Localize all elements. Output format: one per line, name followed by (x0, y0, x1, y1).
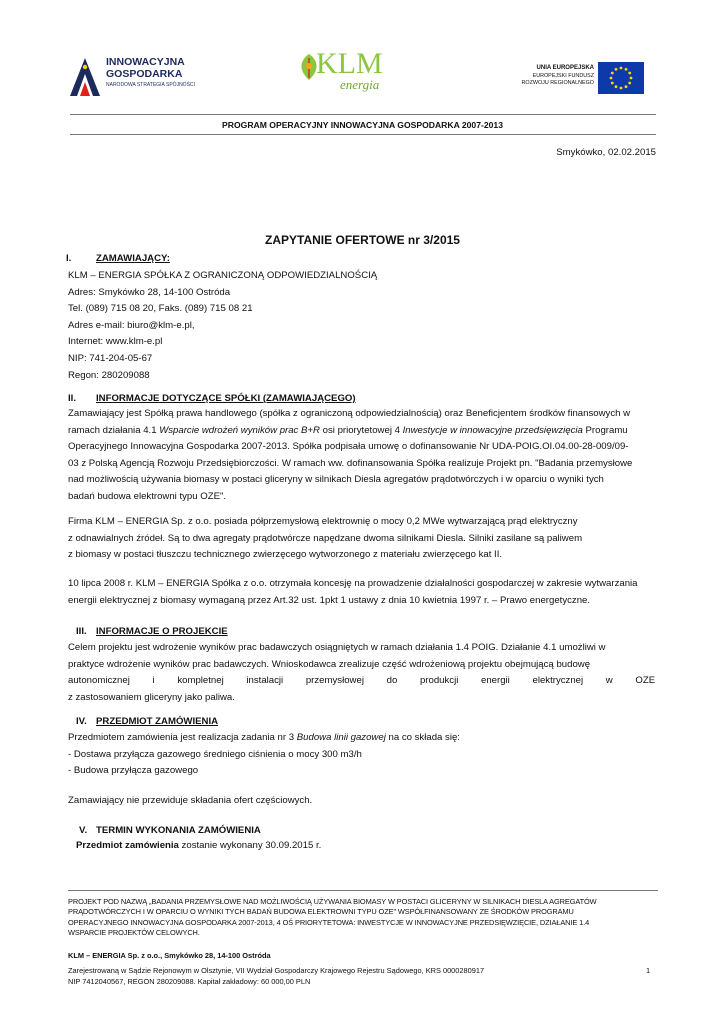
section5-number: V. (79, 825, 88, 836)
place-date: Smykówko, 02.02.2015 (556, 147, 656, 158)
s2-p3-line: 10 lipca 2008 r. KLM – ENERGIA Spółka z o.o. otrzymała koncesję na prowadzenie działalności gospodarczej w zakresie wytwarzania (68, 578, 638, 589)
company-address: Adres: Smykówko 28, 14-100 Ostróda (68, 286, 231, 298)
footer-project-line: OPERACYJNEGO INNOWACYJNA GOSPODARKA 2007-2013, 4 OŚ PRIORYTETOWA: INWESTYCJE W INNOWACYJNE PRZEDSIĘWZIĘCIE, DZIAŁANIE 1.4 (68, 917, 590, 927)
s4-text: na co składa się: (385, 732, 460, 743)
s3-line-spread: autonomicznej i kompletnej instalacji przemysłowej do produkcji energii elektrycznej w OZE (68, 675, 656, 687)
section3-heading: INFORMACJE O PROJEKCIE (96, 626, 228, 637)
s3-line: z zastosowaniem gliceryny jako paliwa. (68, 691, 235, 703)
header-divider (70, 114, 656, 115)
s2-p1-line: badań budowa elektrowni typu OZE". (68, 490, 227, 502)
ig-line3: NARODOWA STRATEGIA SPÓJNOŚCI (106, 82, 195, 88)
s2-text: Programu (582, 424, 628, 436)
s2-p2-line: Firma KLM – ENERGIA Sp. z o.o. posiada półprzemysłową elektrownię o mocy 0,2 MWe wytwarzającą prąd elektryczny (68, 516, 578, 527)
company-nip: NIP: 741-204-05-67 (68, 352, 153, 364)
company-phone: Tel. (089) 715 08 20, Faks. (089) 715 08 21 (68, 303, 253, 315)
section1-heading: ZAMAWIAJĄCY: (96, 253, 170, 264)
page-number: 1 (646, 966, 651, 975)
s2-p2-line: z odnawialnych źródeł. Są to dwa agregaty prądotwórcze napędzane dwoma silnikami Diesla. Silniki zasilane są paliwem (68, 532, 583, 544)
section2-paragraph-1 (68, 406, 658, 506)
section4-heading: PRZEDMIOT ZAMÓWIENIA (96, 716, 219, 727)
s2-p1-line: nad możliwością używania biomasy w postaci gliceryny w silnikach Diesla agregatów prądotwórczych i w oparciu o wyniki tych (68, 474, 604, 486)
section3-number: III. (76, 626, 87, 637)
klm-sub-text: energia (340, 77, 380, 92)
section4-note: Zamawiający nie przewiduje składania ofert częściowych. (68, 795, 313, 806)
company-email: Adres e-mail: biuro@klm-e.pl, (68, 319, 195, 331)
company-regon: Regon: 280209088 (68, 369, 150, 381)
s2-text: ramach działania 4.1 (68, 424, 160, 436)
s2-p1-line: Zamawiający jest Spółką prawa handlowego (spółka z ograniczoną odpowiedzialnością) oraz Beneficjentem środków finansowych w (68, 408, 631, 419)
s2-p2-line: z biomasy w postaci tłuszczu technicznego zwierzęcego wytworzonego z materiału zwierzęcego kat II. (68, 549, 503, 561)
footer-project (68, 897, 658, 939)
section1-body (68, 268, 658, 384)
ig-line2: GOSPODARKA (106, 68, 183, 80)
eu-flag-icon (598, 62, 644, 94)
s4-item: - Budowa przyłącza gazowego (68, 765, 199, 777)
s2-p1-line-mixed (68, 423, 658, 440)
section1-number: I. (66, 253, 72, 264)
s2-text: osi priorytetowej 4 (319, 424, 403, 436)
eu-logo (521, 62, 644, 94)
footer-project-line: PROJEKT POD NAZWĄ „BADANIA PRZEMYSŁOWE NAD MOŻLIWOŚCIĄ UŻYWANIA BIOMASY W POSTACI GLICERYNY W SILNIKACH DIESLA AGREGATÓW (68, 897, 597, 906)
section4-body (68, 730, 658, 780)
section2-heading: INFORMACJE DOTYCZĄCE SPÓŁKI (ZAMAWIAJĄCEGO) (96, 393, 356, 404)
section3-body (68, 640, 658, 706)
header-divider-bottom (70, 134, 656, 135)
section2-number: II. (68, 393, 76, 404)
footer-divider (68, 890, 658, 891)
s3-line: Celem projektu jest wdrożenie wyników prac badawczych osiągniętych w ramach działania 1.4 POIG. Działanie 4.1 umożliwi w (68, 642, 606, 653)
footer-ids: NIP 7412040567, REGON 280209088. Kapitał zakładowy: 60 000,00 PLN (68, 977, 311, 986)
s2-p3-line: energii elektrycznej z biomasy wymaganą przez Art.32 ust. 1pkt 1 ustawy z dnia 10 kwietnia 1997 r. – Prawo energetyczne. (68, 594, 591, 606)
section4-number: IV. (76, 716, 87, 727)
s4-italic-task: Budowa linii gazowej (296, 732, 386, 743)
s3-line: praktyce wdrożenie wyników prac badawczych. Wnioskodawca zrealizuje część wdrożeniową projektu obejmującą budowę (68, 658, 591, 670)
program-title: PROGRAM OPERACYJNY INNOWACYJNA GOSPODARKA 2007-2013 (222, 120, 503, 130)
ig-emblem-icon (68, 54, 102, 98)
section2-paragraph-2 (68, 514, 658, 564)
s4-item: - Dostawa przyłącza gazowego średniego ciśnienia o mocy 300 m3/h (68, 748, 362, 760)
footer-company: KLM – ENERGIA Sp. z o.o., Smykówko 28, 14-100 Ostróda (68, 951, 271, 960)
eu-line3: ROZWOJU REGIONALNEGO (521, 80, 594, 86)
company-website: Internet: www.klm-e.pl (68, 336, 163, 348)
klm-energia-logo (296, 46, 388, 98)
klm-main-text: KLM (316, 47, 383, 80)
s2-p1-line: 03 z Polską Agencją Rozwoju Przedsiębiorczości. W ramach ww. dofinansowania Spółka realizuje Projekt pn. "Badania przemysłowe (68, 457, 633, 469)
footer-project-line: PRĄDOTWÓRCZYCH I W OPARCIU O WYNIKI TYCH BADAŃ BUDOWA ELEKTROWNI TYPU OZE" WSPÓŁFINANSOWANY ZE ŚRODKÓW PROGRAMU (68, 907, 574, 917)
eu-line1: UNIA EUROPEJSKA (536, 65, 594, 71)
s5-text: zostanie wykonany 30.09.2015 r. (178, 840, 322, 851)
s2-p1-line: Operacyjnego Innowacyjna Gospodarka 2007-2013. Spółka podpisała umowę o dofinansowanie Nr UDA-POIG.OI.04.00-28-009/09- (68, 441, 629, 453)
eu-line2: EUROPEJSKI FUNDUSZ (532, 73, 594, 79)
footer-registry: Zarejestrowaną w Sądzie Rejonowym w Olsztynie, VII Wydział Gospodarczy Krajowego Rejestru Sądowego, KRS 0000280917 (68, 966, 485, 975)
s5-bold: Przedmiot zamówienia (76, 840, 179, 851)
document-title: ZAPYTANIE OFERTOWE nr 3/2015 (265, 233, 460, 247)
s2-italic-action: Wsparcie wdrożeń wyników prac B+R (159, 424, 320, 436)
s4-intro (68, 730, 658, 747)
section5-heading: TERMIN WYKONANIA ZAMÓWIENIA (96, 825, 261, 836)
section2-paragraph-3 (68, 576, 658, 609)
s2-italic-axis: Inwestycje w innowacyjne przedsięwzięcia (402, 424, 583, 436)
footer-project-line: WSPARCIE PROJEKTÓW CELOWYCH. (68, 928, 200, 938)
innowacyjna-gospodarka-logo (68, 54, 208, 98)
section5-body (76, 838, 321, 855)
company-name: KLM – ENERGIA SPÓŁKA Z OGRANICZONĄ ODPOWIEDZIALNOŚCIĄ (68, 270, 378, 281)
ig-line1: INNOWACYJNA (106, 56, 185, 68)
s4-text: Przedmiotem zamówienia jest realizacja zadania nr 3 (68, 732, 297, 743)
